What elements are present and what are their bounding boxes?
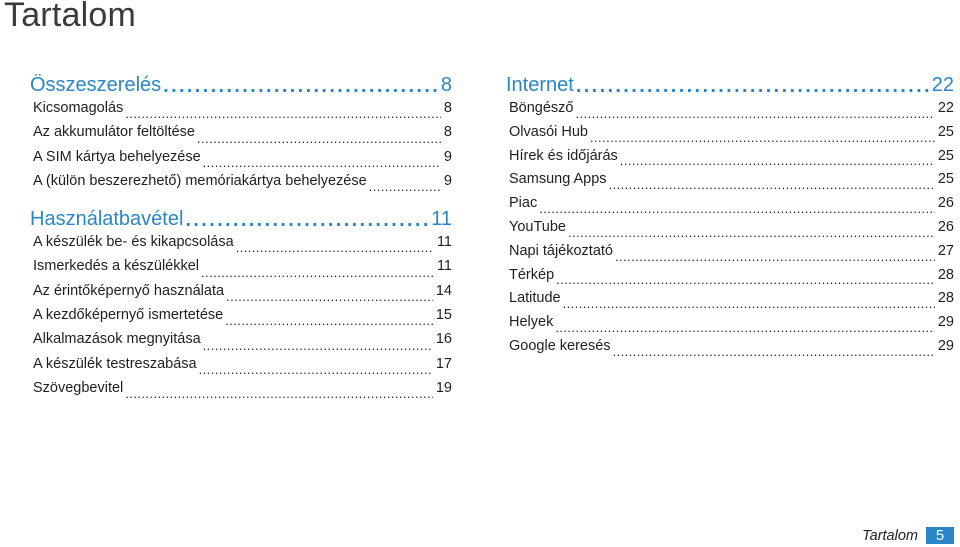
toc-section-hasznalatbavetel[interactable] [30, 208, 452, 234]
toc-item[interactable] [30, 258, 452, 282]
toc-item-page: 11 [436, 258, 452, 275]
toc-item[interactable] [30, 234, 452, 258]
toc-leader-dots [539, 195, 935, 219]
toc-leader-dots [236, 234, 434, 258]
toc-leader-dots [125, 380, 433, 404]
toc-leader-dots [199, 356, 433, 380]
toc-leader-dots [576, 74, 929, 100]
toc-item-page: 26 [937, 195, 954, 212]
page-title: Tartalom [4, 0, 136, 34]
toc-item-page: 19 [435, 379, 452, 396]
toc-item-page: 9 [443, 148, 452, 165]
toc-item-label: A (külön beszerezhető) memóriakártya behelyezése [33, 172, 367, 189]
page-number-badge: 5 [926, 527, 954, 544]
toc-item-label: A készülék be- és kikapcsolása [33, 234, 234, 251]
toc-item[interactable] [506, 314, 954, 338]
toc-leader-dots [620, 148, 935, 172]
toc-leader-dots [185, 208, 428, 234]
toc-item-label: Alkalmazások megnyitása [33, 331, 201, 348]
toc-item-page: 29 [937, 314, 954, 331]
toc-item-page: 28 [937, 290, 954, 307]
toc-item[interactable] [506, 171, 954, 195]
toc-item[interactable] [30, 173, 452, 197]
toc-item-page: 26 [937, 218, 954, 235]
toc-item-label: Olvasói Hub [509, 123, 588, 140]
toc-item-label: A SIM kártya behelyezése [33, 148, 201, 165]
toc-item-page: 15 [435, 307, 452, 324]
toc-leader-dots [201, 258, 434, 282]
toc-leader-dots [613, 338, 935, 362]
toc-item-page: 17 [435, 355, 452, 372]
toc-leader-dots [369, 173, 441, 197]
toc-item-page: 14 [435, 282, 452, 299]
toc-item-page: 29 [937, 337, 954, 354]
toc-item[interactable] [30, 307, 452, 331]
toc-item[interactable] [506, 124, 954, 148]
toc-leader-dots [555, 314, 935, 338]
toc-right-column [506, 72, 954, 362]
toc-item-page: 25 [937, 147, 954, 164]
toc-item-label: Helyek [509, 314, 554, 331]
toc-item[interactable] [506, 195, 954, 219]
toc-item[interactable] [30, 331, 452, 355]
toc-section-page: 8 [440, 74, 452, 96]
toc-item[interactable] [30, 149, 452, 173]
toc-section-internet[interactable] [506, 74, 954, 100]
toc-leader-dots [125, 100, 441, 124]
toc-item[interactable] [506, 267, 954, 291]
toc-item-page: 11 [436, 234, 452, 251]
toc-item[interactable] [506, 243, 954, 267]
toc-item[interactable] [30, 124, 452, 148]
toc-item-label: Latitude [509, 290, 561, 307]
toc-leader-dots [609, 171, 935, 195]
toc-item-page: 22 [937, 100, 954, 116]
toc-leader-dots [203, 331, 433, 355]
toc-item-page: 28 [937, 266, 954, 283]
toc-leader-dots [563, 290, 935, 314]
toc-item-label: Szövegbevitel [33, 379, 124, 396]
toc-section-label: Internet [506, 74, 574, 96]
toc-leader-dots [203, 149, 441, 173]
toc-item[interactable] [30, 100, 452, 124]
footer-section-label: Tartalom [862, 528, 918, 544]
toc-item-label: Az érintőképernyő használata [33, 282, 225, 299]
toc-leader-dots [226, 283, 433, 307]
toc-section-page: 22 [931, 74, 954, 96]
toc-item-page: 8 [443, 124, 452, 141]
toc-item[interactable] [30, 356, 452, 380]
toc-item-label: Piac [509, 195, 538, 212]
toc-item[interactable] [30, 283, 452, 307]
toc-section-label: Összeszerelés [30, 74, 162, 96]
toc-item-label: Böngésző [509, 100, 574, 116]
toc-item[interactable] [506, 219, 954, 243]
toc-item-label: Napi tájékoztató [509, 242, 613, 259]
toc-section-label: Használatbavétel [30, 208, 184, 231]
toc-item-page: 9 [443, 172, 452, 189]
toc-leader-dots [615, 243, 935, 267]
toc-item-label: Hírek és időjárás [509, 147, 618, 164]
toc-item-label: A kezdőképernyő ismertetése [33, 307, 224, 324]
toc-leader-dots [556, 267, 935, 291]
toc-item-label: Google keresés [509, 337, 611, 354]
toc-leader-dots [568, 219, 935, 243]
toc-item[interactable] [506, 338, 954, 362]
toc-item-label: Térkép [509, 266, 555, 283]
toc-item-label: Ismerkedés a készülékkel [33, 258, 200, 275]
page-footer [862, 527, 954, 544]
toc-item-page: 27 [937, 242, 954, 259]
toc-section-page: 11 [431, 208, 452, 231]
toc-item[interactable] [30, 380, 452, 404]
toc-item-page: 16 [435, 331, 452, 348]
toc-leader-dots [590, 124, 935, 148]
toc-item-page: 25 [937, 171, 954, 188]
toc-leader-dots [197, 124, 441, 148]
toc-item-page: 8 [443, 100, 452, 116]
toc-leader-dots [225, 307, 433, 331]
toc-item[interactable] [506, 100, 954, 124]
toc-item-label: Az akkumulátor feltöltése [33, 124, 195, 141]
toc-item-label: Samsung Apps [509, 171, 607, 188]
toc-item-label: Kicsomagolás [33, 100, 124, 116]
toc-item-label: A készülék testreszabása [33, 355, 197, 372]
toc-section-osszeszereles[interactable] [30, 74, 452, 100]
toc-item-page: 25 [937, 123, 954, 140]
toc-item[interactable] [506, 148, 954, 172]
toc-left-column [30, 72, 452, 404]
toc-leader-dots [163, 74, 438, 100]
toc-item[interactable] [506, 290, 954, 314]
toc-item-label: YouTube [509, 218, 566, 235]
toc-leader-dots [576, 100, 935, 124]
